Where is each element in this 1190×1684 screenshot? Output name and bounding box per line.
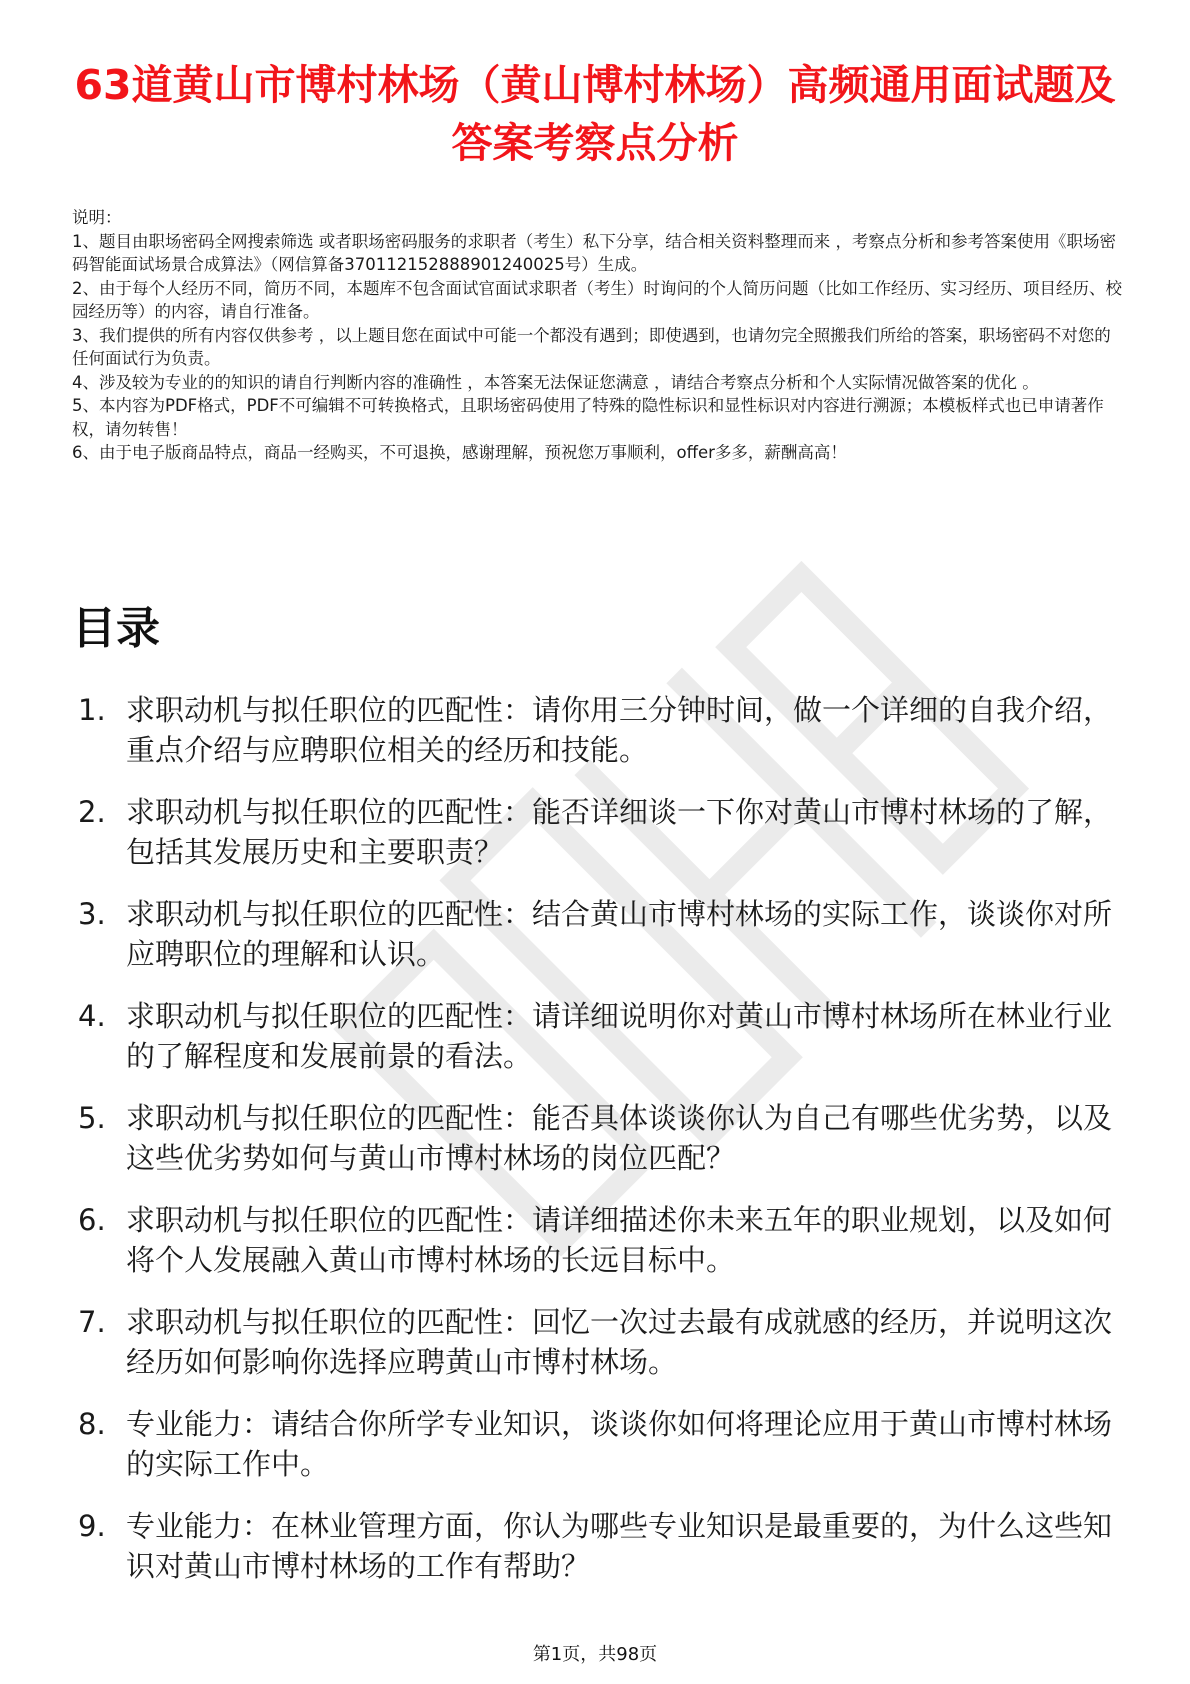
note-item: 6、由于电子版商品特点，商品一经购买，不可退换，感谢理解，预祝您万事顺利，offer多多，薪酬高高！ bbox=[72, 443, 847, 462]
toc-item-text: 求职动机与拟任职位的匹配性：请详细说明你对黄山市博村林场所在林业行业的了解程度和发展前景的看法。 bbox=[126, 999, 1113, 1073]
toc-item-text: 专业能力：请结合你所学专业知识，谈谈你如何将理论应用于黄山市博村林场的实际工作中。 bbox=[126, 1407, 1113, 1481]
toc-item[interactable] bbox=[72, 1302, 1132, 1382]
toc-item-number: 8. bbox=[78, 1407, 106, 1441]
toc-item-number: 1. bbox=[78, 693, 106, 727]
toc-item-text: 求职动机与拟任职位的匹配性：请详细描述你未来五年的职业规划，以及如何将个人发展融入黄山市博村林场的长远目标中。 bbox=[126, 1203, 1113, 1277]
toc-item[interactable] bbox=[72, 1404, 1132, 1484]
toc-item-number: 7. bbox=[78, 1305, 106, 1339]
toc-item[interactable] bbox=[72, 996, 1132, 1076]
toc-item[interactable] bbox=[72, 894, 1132, 974]
note-item: 3、我们提供的所有内容仅供参考 ，以上题目您在面试中可能一个都没有遇到；即使遇到，也请勿完全照搬我们所给的答案，职场密码不对您的任何面试行为负责。 bbox=[72, 325, 1111, 368]
toc-item[interactable] bbox=[72, 1098, 1132, 1178]
toc-item-text: 求职动机与拟任职位的匹配性：结合黄山市博村林场的实际工作，谈谈你对所应聘职位的理解和认识。 bbox=[126, 897, 1113, 971]
toc-item-text: 求职动机与拟任职位的匹配性：能否具体谈谈你认为自己有哪些优劣势，以及这些优劣势如何与黄山市博村林场的岗位匹配？ bbox=[126, 1101, 1113, 1175]
note-item: 5、本内容为PDF格式，PDF不可编辑不可转换格式，且职场密码使用了特殊的隐性标识和显性标识对内容进行溯源；本模板样式也已申请著作权，请勿转售！ bbox=[72, 396, 1104, 439]
page-number: 第1页，共98页 bbox=[532, 1644, 658, 1665]
toc-item[interactable] bbox=[72, 690, 1132, 770]
toc-item-number: 4. bbox=[78, 999, 106, 1033]
document-title: 63道黄山市博村林场（黄山博村林场）高频通用面试题及答案考察点分析 bbox=[74, 61, 1116, 167]
toc-item-text: 求职动机与拟任职位的匹配性：请你用三分钟时间，做一个详细的自我介绍，重点介绍与应聘职位相关的经历和技能。 bbox=[126, 693, 1113, 767]
table-of-contents bbox=[72, 690, 1132, 1608]
toc-item-number: 6. bbox=[78, 1203, 106, 1237]
toc-item-number: 9. bbox=[78, 1509, 106, 1543]
toc-item[interactable] bbox=[72, 792, 1132, 872]
disclaimer-notes bbox=[72, 206, 1122, 465]
toc-item-text: 专业能力：在林业管理方面，你认为哪些专业知识是最重要的，为什么这些知识对黄山市博村林场的工作有帮助？ bbox=[126, 1509, 1113, 1583]
note-item: 1、题目由职场密码全网搜索筛选 或者职场密码服务的求职者（考生）私下分享，结合相关资料整理而来 ，考察点分析和参考答案使用《职场密码智能面试场景合成算法》（网信算备370112152888901240025号）生成。 bbox=[72, 231, 1116, 274]
toc-item-text: 求职动机与拟任职位的匹配性：回忆一次过去最有成就感的经历，并说明这次经历如何影响你选择应聘黄山市博村林场。 bbox=[126, 1305, 1113, 1379]
note-item: 2、由于每个人经历不同，简历不同，本题库不包含面试官面试求职者（考生）时询问的个人简历问题（比如工作经历、实习经历、项目经历、校园经历等）的内容，请自行准备。 bbox=[72, 278, 1122, 321]
note-item: 4、涉及较为专业的的知识的请自行判断内容的准确性 ，本答案无法保证您满意 ，请结合考察点分析和个人实际情况做答案的优化 。 bbox=[72, 372, 1039, 392]
toc-item-text: 求职动机与拟任职位的匹配性：能否详细谈一下你对黄山市博村林场的了解，包括其发展历史和主要职责？ bbox=[126, 795, 1113, 869]
toc-item-number: 5. bbox=[78, 1101, 106, 1135]
toc-heading: 目录 bbox=[72, 603, 160, 654]
toc-item[interactable] bbox=[72, 1506, 1132, 1586]
notes-heading: 说明： bbox=[72, 208, 122, 227]
toc-item-number: 2. bbox=[78, 795, 106, 829]
toc-item[interactable] bbox=[72, 1200, 1132, 1280]
toc-item-number: 3. bbox=[78, 897, 106, 931]
